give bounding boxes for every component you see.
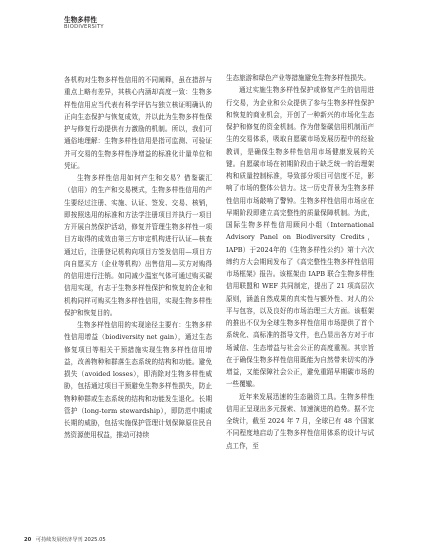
paragraph: 生态旅游和绿色产业等措施避免生物多样性损失。 [226, 74, 371, 82]
paragraph: 生物多样性信用如何产生和交易？借鉴碳汇（信用）的生产和交易模式，生物多样性信用的产生要经过注册、实施、认证、签发、交易、核销，即按照选用的标准和方法学注册项目并执行一项目方开展自然保护活动，修复并管理生物多样性一项目方取得的成效由第三方审定机构进行认证—核查通过后，注册登记机构向项目方签发信用—项目方向自愿买方（企业等机构）出售信用—买方对购得的信用进行注销。如同减少温室气体可通过购买碳信用实现，有志于生物多样性保护和恢复的企业和机构同样可购买生物多样性信用，实现生物多样性保护和恢复目的。 [64, 174, 212, 317]
section-header [64, 16, 104, 31]
left-column [64, 74, 212, 442]
publication-name: 可持续发展经济导刊 2025.05 [35, 537, 106, 543]
page-number: 20 [24, 537, 32, 543]
page-footer [24, 537, 106, 544]
paragraph: 生物多样性信用的实现途径主要有：生物多样性信用增益（biodiversity net gain），通过生态修复项目等相关干预措施实现生物多样性信用增益，改善物种和群落生态系统的结构和功能。避免损失（avoided losses），即消除对生物多样性威胁，包括通过项目干预避免生物多样性损失，防止物种种群或生态系统的结构和功能发生退化。长期管护（long-term stewardship），即防范中期或长期的威胁，包括实施保护管理计划保障原住民自然资源使用权益，推动可持续 [64, 321, 212, 440]
paragraph: 各机构对生物多样性信用的不同阐释，虽在措辞与重点上略有差异，其核心内涵却高度一致：生物多样性信用应当代表有科学评估与独立核证明确认的正向生态保护与恢复成效，并以此为生物多样性保护与修复行动提供有力激励的机制。所以，我们可通俗地理解：生物多样性信用是指可监测、可验证并可交易的生物多样性净增益的标准化计量单位和凭证。 [64, 76, 212, 170]
right-column [226, 72, 374, 452]
paragraph: 通过实施生物多样性保护或修复产生的信用进行交易，为企业和公众提供了参与生物多样性保护和恢复的商业机会，开创了一种新兴的市场化生态保护和修复的资金机制。作为借鉴碳信用机制而产生的交易体系，吸取自愿碳市场发展历程中的经验教训，是确保生物多样性信用市场健康发展的关键。自愿碳市场在初期阶段由于缺乏统一的治理架构和质量控制标准，导致部分项目可信度不足，影响了市场的整体公信力。这一历史背景为生物多样性信用市场敲响了警钟。生物多样性信用市场应在早期阶段即建立高完整性的质量保障机制。为此，国际生物多样性信用顾问小组（International Advisory Panel on Biodiversity Credits，IAPB）于2024年的《生物多样性公约》第十六次缔约方大会期间发布了《高完整性生物多样性信用市场框架》报告。该框架由 IAPB 联合生物多样性信用联盟和 WEF 共同制定，提出了 21 项高层次原则，涵盖自然成果的真实性与额外性、对人的公平与包容，以及良好的市场治理三大方面。该框架的推出不仅为全球生物多样性信用市场提供了首个系统化、高标准的指导文件，也凸显出各方对于市场诚信、生态增益与社会公正的高度重视。其宗旨在于确保生物多样性信用既能为自然带来切实的净增益，又能保障社会公正，避免重蹈早期碳市场的一些覆辙。 [226, 86, 374, 389]
section-subtitle: BIODIVERSITY [64, 24, 104, 30]
section-title: 生物多样性 [64, 16, 97, 24]
paragraph: 近年来发展迅速的生态融资工具。生物多样性信用正呈现出多元探索、加速演进的趋势。据不完全统计，截至 2024 年 7 月，全球已有 48 个国家不同程度地启动了生物多样性信用体系的设计与试点工作，至 [226, 392, 374, 450]
